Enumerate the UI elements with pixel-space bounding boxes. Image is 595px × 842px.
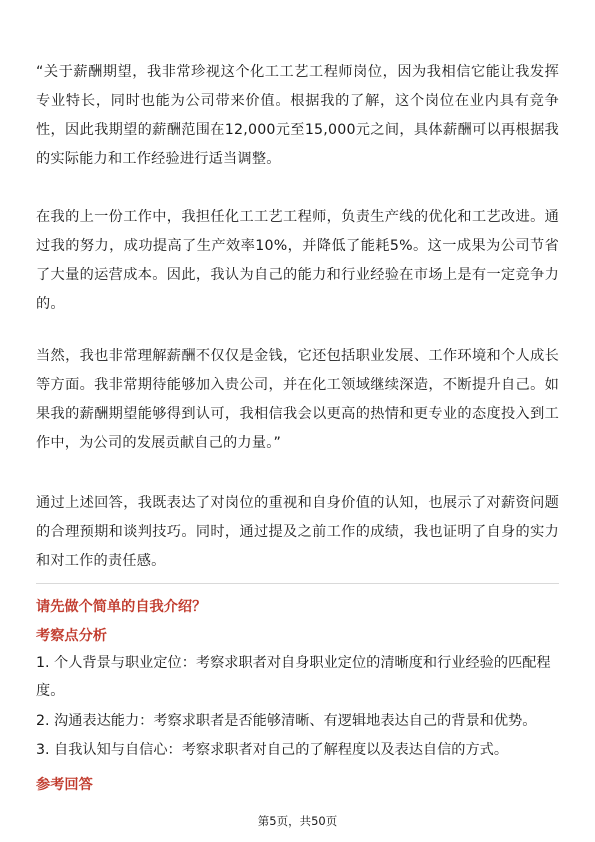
- page-footer: 第5页，共50页: [257, 814, 338, 828]
- answer-paragraph-2: 在我的上一份工作中，我担任化工工艺工程师，负责生产线的优化和工艺改进。通过我的努力，成功提高了生产效率10%，并降低了能耗5%。这一成果为公司节省了大量的运营成本。因此，我认为自己的能力和行业经验在市场上是有一定竞争力的。: [36, 209, 559, 312]
- analysis-item-3: 3. 自我认知与自信心：考察求职者对自己的了解程度以及表达自信的方式。: [36, 742, 509, 758]
- question-heading: 请先做个简单的自我介绍？: [36, 599, 207, 615]
- section-divider: [36, 583, 559, 584]
- analysis-heading: 考察点分析: [36, 628, 107, 644]
- analysis-item-1: 1. 个人背景与职业定位：考察求职者对自身职业定位的清晰度和行业经验的匹配程度。: [36, 655, 551, 699]
- answer-paragraph-1: “关于薪酬期望，我非常珍视这个化工工艺工程师岗位，因为我相信它能让我发挥专业特长，同时也能为公司带来价值。根据我的了解，这个岗位在业内具有竞争性，因此我期望的薪酬范围在12,000元至15,000元之间，具体薪酬可以再根据我的实际能力和工作经验进行适当调整。: [36, 64, 559, 167]
- analysis-item-2: 2. 沟通表达能力：考察求职者是否能够清晰、有逻辑地表达自己的背景和优势。: [36, 713, 537, 729]
- reference-heading: 参考回答: [36, 777, 93, 793]
- summary-paragraph: 通过上述回答，我既表达了对岗位的重视和自身价值的认知，也展示了对薪资问题的合理预期和谈判技巧。同时，通过提及之前工作的成绩，我也证明了自身的实力和对工作的责任感。: [36, 495, 559, 569]
- answer-paragraph-3: 当然，我也非常理解薪酬不仅仅是金钱，它还包括职业发展、工作环境和个人成长等方面。我非常期待能够加入贵公司，并在化工领域继续深造，不断提升自己。如果我的薪酬期望能够得到认可，我相信我会以更高的热情和更专业的态度投入到工作中，为公司的发展贡献自己的力量。”: [36, 348, 559, 451]
